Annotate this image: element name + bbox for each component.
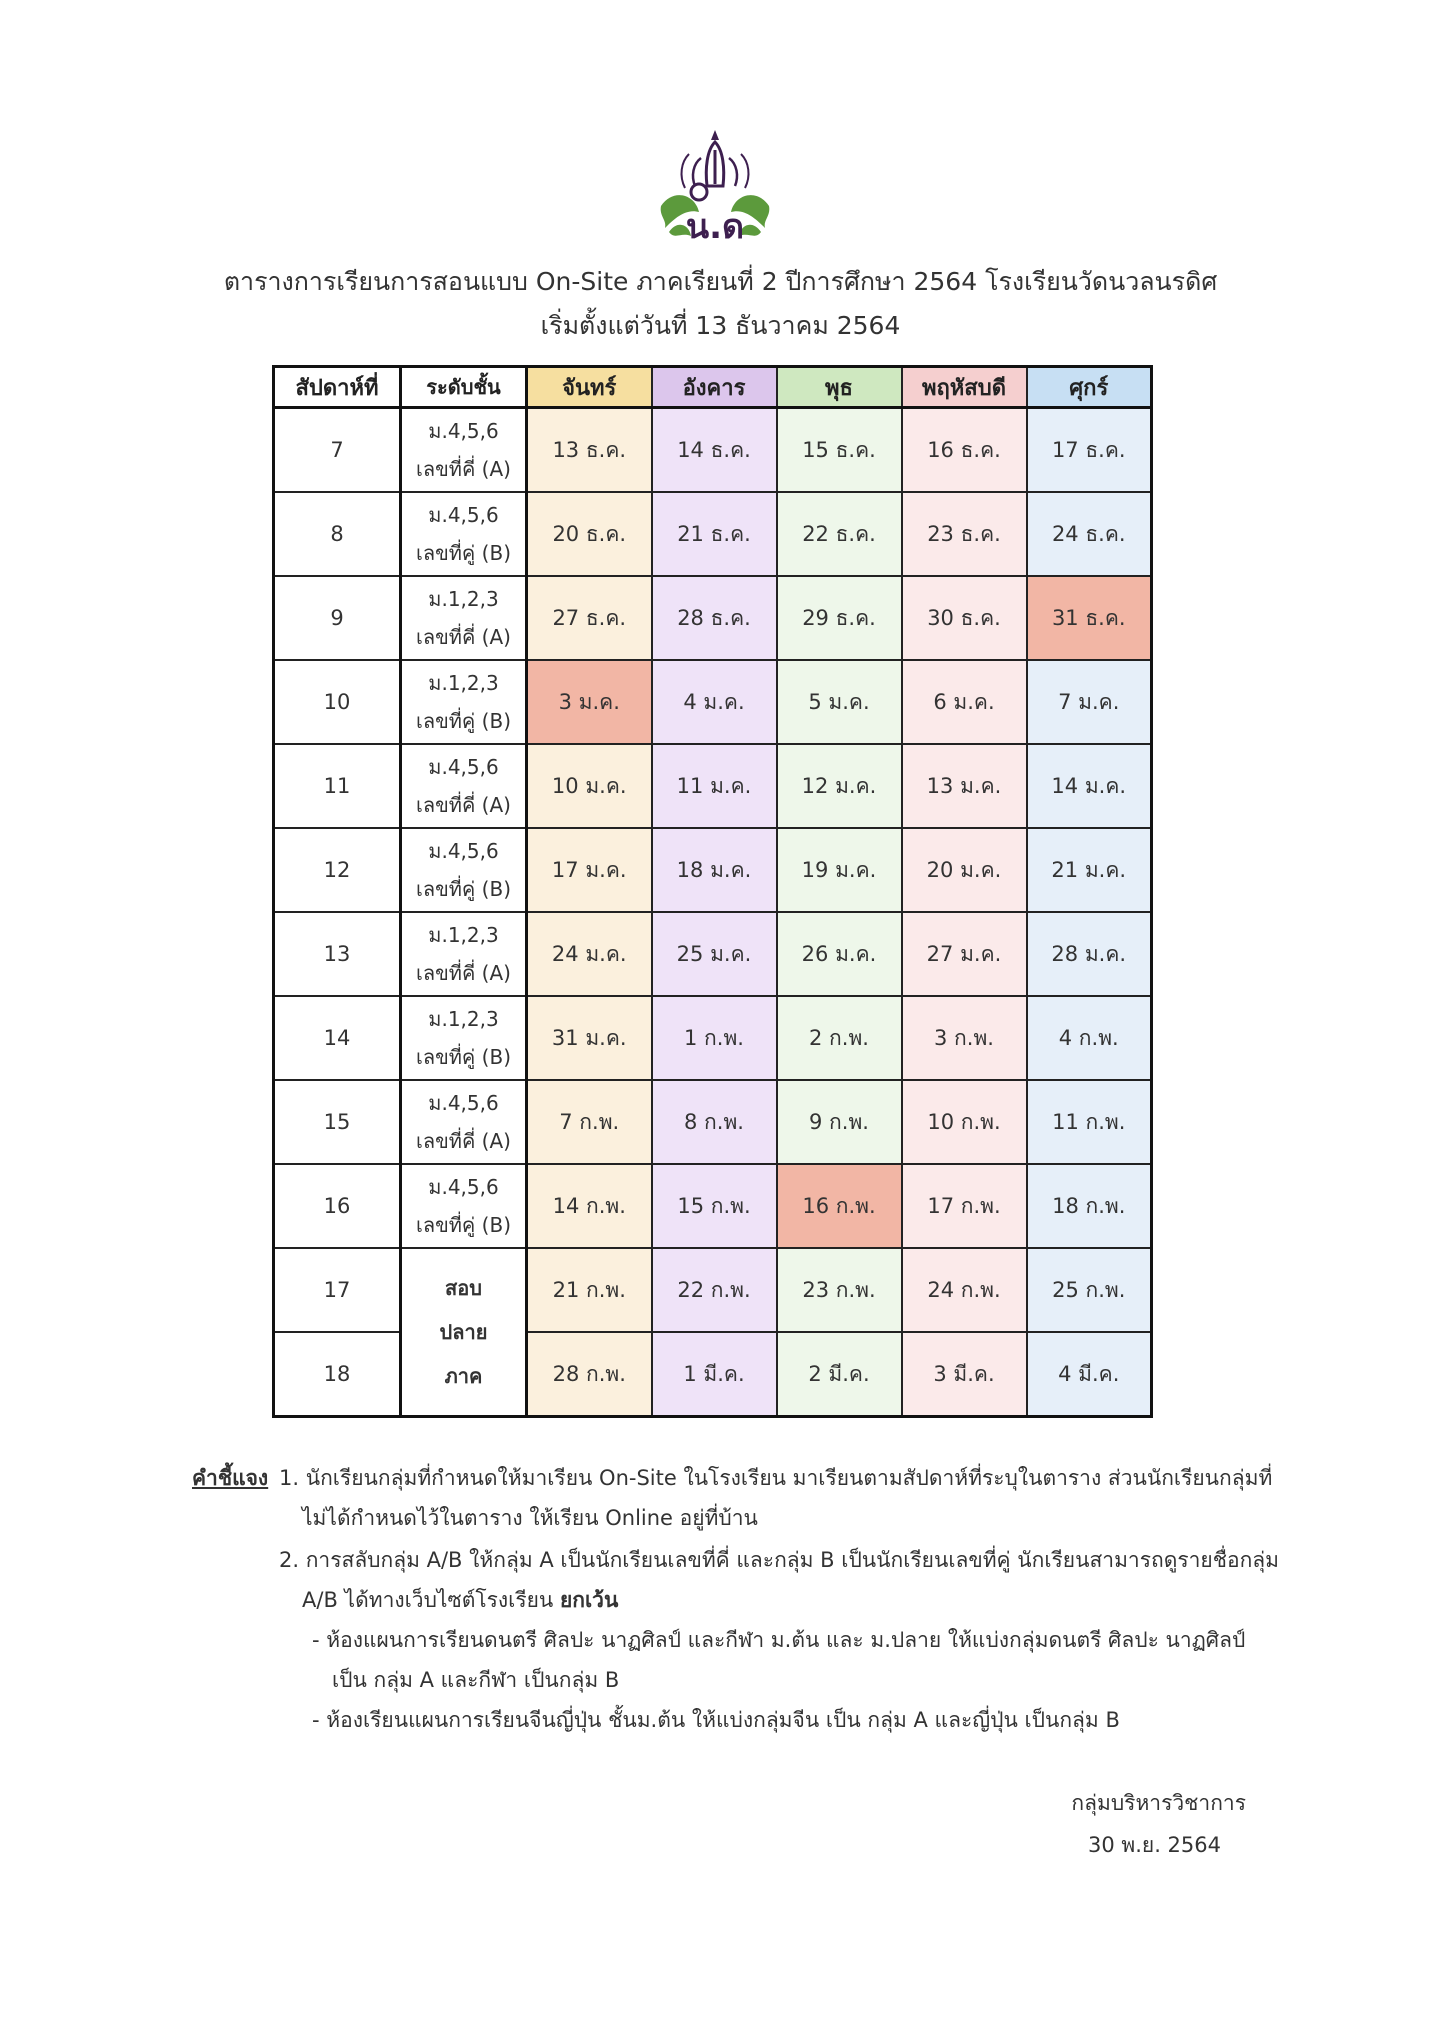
logo-text: น.ด (685, 207, 745, 247)
date-cell: 24 ธ.ค. (1027, 492, 1152, 576)
date-cell: 24 ก.พ. (902, 1248, 1027, 1332)
date-cell: 25 ก.พ. (1027, 1248, 1152, 1332)
date-cell: 3 ก.พ. (902, 996, 1027, 1080)
date-cell: 21 ก.พ. (527, 1248, 652, 1332)
date-cell: 1 ก.พ. (652, 996, 777, 1080)
table-row (274, 492, 1152, 576)
level-grades: ม.4,5,6 (428, 839, 499, 863)
date-cell: 3 มี.ค. (902, 1332, 1027, 1417)
level-group: เลขที่คี่ (A) (416, 1129, 511, 1153)
final-exam-label: สอบปลาย ภาค (401, 1248, 527, 1417)
school-logo (655, 128, 775, 253)
level-group: เลขที่คู่ (B) (415, 877, 511, 901)
class-level (401, 1164, 527, 1248)
header-monday: จันทร์ (527, 367, 652, 408)
table-row (274, 1248, 1152, 1332)
table-row (274, 912, 1152, 996)
week-number: 17 (274, 1248, 401, 1332)
date-cell: 17 ธ.ค. (1027, 408, 1152, 493)
level-group: เลขที่คู่ (B) (415, 709, 511, 733)
note-sub-1-line-1: - ห้องแผนการเรียนดนตรี ศิลปะ นาฏศิลป์ และกีฬา ม.ต้น และ ม.ปลาย ให้แบ่งกลุ่มดนตรี ศิลปะ นาฏศิลป์ (312, 1628, 1246, 1652)
date-cell: 23 ก.พ. (777, 1248, 902, 1332)
week-number: 14 (274, 996, 401, 1080)
week-number: 10 (274, 660, 401, 744)
date-cell: 24 ม.ค. (527, 912, 652, 996)
date-cell: 27 ม.ค. (902, 912, 1027, 996)
date-cell: 12 ม.ค. (777, 744, 902, 828)
table-row (274, 996, 1152, 1080)
date-cell: 2 มี.ค. (777, 1332, 902, 1417)
table-row (274, 1164, 1152, 1248)
date-cell: 7 ม.ค. (1027, 660, 1152, 744)
date-cell: 28 ก.พ. (527, 1332, 652, 1417)
table-row (274, 660, 1152, 744)
date-cell: 28 ธ.ค. (652, 576, 777, 660)
date-cell: 29 ธ.ค. (777, 576, 902, 660)
week-number: 18 (274, 1332, 401, 1417)
date-cell: 28 ม.ค. (1027, 912, 1152, 996)
signature-block (1071, 1782, 1246, 1866)
note-except: ยกเว้น (559, 1588, 619, 1612)
week-number: 8 (274, 492, 401, 576)
date-cell: 18 ก.พ. (1027, 1164, 1152, 1248)
date-cell: 27 ธ.ค. (527, 576, 652, 660)
date-cell: 15 ก.พ. (652, 1164, 777, 1248)
date-cell: 16 ธ.ค. (902, 408, 1027, 493)
class-level (401, 744, 527, 828)
notes-section (192, 1458, 1332, 1740)
date-cell: 18 ม.ค. (652, 828, 777, 912)
date-cell: 26 ม.ค. (777, 912, 902, 996)
level-grades: ม.1,2,3 (428, 671, 499, 695)
table-row (274, 576, 1152, 660)
date-cell: 5 ม.ค. (777, 660, 902, 744)
table-row (274, 408, 1152, 493)
date-cell: 20 ม.ค. (902, 828, 1027, 912)
note-item-2-line-2 (302, 1580, 1332, 1620)
date-cell: 16 ก.พ. (777, 1164, 902, 1248)
week-number: 16 (274, 1164, 401, 1248)
date-cell: 14 ธ.ค. (652, 408, 777, 493)
class-level (401, 1080, 527, 1164)
date-cell: 31 ธ.ค. (1027, 576, 1152, 660)
level-group: เลขที่คี่ (A) (416, 961, 511, 985)
date-cell: 31 ม.ค. (527, 996, 652, 1080)
date-cell: 15 ธ.ค. (777, 408, 902, 493)
date-cell: 7 ก.พ. (527, 1080, 652, 1164)
note-sub-2-line-1: - ห้องเรียนแผนการเรียนจีนญี่ปุ่น ชั้นม.ต้น ให้แบ่งกลุ่มจีน เป็น กลุ่ม A และญี่ปุ่น เป็นกลุ่ม B (312, 1708, 1120, 1732)
week-number: 9 (274, 576, 401, 660)
level-grades: ม.4,5,6 (428, 1091, 499, 1115)
header-thursday: พฤหัสบดี (902, 367, 1027, 408)
date-cell: 21 ม.ค. (1027, 828, 1152, 912)
date-cell: 22 ธ.ค. (777, 492, 902, 576)
schedule-table (272, 365, 1153, 1418)
date-cell: 4 มี.ค. (1027, 1332, 1152, 1417)
class-level (401, 492, 527, 576)
signature-date: 30 พ.ย. 2564 (1087, 1833, 1221, 1857)
page-title: ตารางการเรียนการสอนแบบ On-Site ภาคเรียนที่ 2 ปีการศึกษา 2564 โรงเรียนวัดนวลนรดิศ (223, 267, 1218, 296)
class-level (401, 408, 527, 493)
date-cell: 14 ก.พ. (527, 1164, 652, 1248)
date-cell: 23 ธ.ค. (902, 492, 1027, 576)
week-number: 11 (274, 744, 401, 828)
level-grades: ม.4,5,6 (428, 419, 499, 443)
header-friday: ศุกร์ (1027, 367, 1152, 408)
week-number: 7 (274, 408, 401, 493)
date-cell: 9 ก.พ. (777, 1080, 902, 1164)
date-cell: 3 ม.ค. (527, 660, 652, 744)
date-cell: 30 ธ.ค. (902, 576, 1027, 660)
level-group: เลขที่คู่ (B) (415, 1045, 511, 1069)
table-row (274, 1080, 1152, 1164)
class-level (401, 996, 527, 1080)
date-cell: 17 ก.พ. (902, 1164, 1027, 1248)
logo-crown-icon (682, 130, 749, 200)
table-row (274, 744, 1152, 828)
table-header-row (274, 367, 1152, 408)
header-level: ระดับชั้น (401, 367, 527, 408)
note-item-2-line-1: 2. การสลับกลุ่ม A/B ให้กลุ่ม A เป็นนักเรียนเลขที่คี่ และกลุ่ม B เป็นนักเรียนเลขที่คู่ นักเรียนสามารถดูรายชื่อกลุ่ม (279, 1548, 1280, 1572)
level-grades: ม.1,2,3 (428, 923, 499, 947)
level-grades: ม.1,2,3 (428, 1007, 499, 1031)
note-sub-1-line-2: เป็น กลุ่ม A และกีฬา เป็นกลุ่ม B (332, 1668, 620, 1692)
schedule-body (274, 408, 1152, 1417)
date-cell: 13 ม.ค. (902, 744, 1027, 828)
date-cell: 21 ธ.ค. (652, 492, 777, 576)
date-cell: 19 ม.ค. (777, 828, 902, 912)
date-cell: 2 ก.พ. (777, 996, 902, 1080)
date-cell: 4 ก.พ. (1027, 996, 1152, 1080)
week-number: 12 (274, 828, 401, 912)
date-cell: 10 ก.พ. (902, 1080, 1027, 1164)
date-cell: 4 ม.ค. (652, 660, 777, 744)
level-group: เลขที่คี่ (A) (416, 457, 511, 481)
week-number: 15 (274, 1080, 401, 1164)
date-cell: 25 ม.ค. (652, 912, 777, 996)
date-cell: 6 ม.ค. (902, 660, 1027, 744)
class-level (401, 576, 527, 660)
header-tuesday: อังคาร (652, 367, 777, 408)
level-grades: ม.4,5,6 (428, 1175, 499, 1199)
level-grades: ม.1,2,3 (428, 587, 499, 611)
date-cell: 20 ธ.ค. (527, 492, 652, 576)
date-cell: 11 ก.พ. (1027, 1080, 1152, 1164)
date-cell: 11 ม.ค. (652, 744, 777, 828)
date-cell: 17 ม.ค. (527, 828, 652, 912)
level-group: เลขที่คู่ (B) (415, 541, 511, 565)
class-level (401, 828, 527, 912)
date-cell: 14 ม.ค. (1027, 744, 1152, 828)
date-cell: 22 ก.พ. (652, 1248, 777, 1332)
class-level (401, 912, 527, 996)
level-grades: ม.4,5,6 (428, 503, 499, 527)
level-group: เลขที่คี่ (A) (416, 625, 511, 649)
date-cell: 10 ม.ค. (527, 744, 652, 828)
date-cell: 8 ก.พ. (652, 1080, 777, 1164)
table-row (274, 828, 1152, 912)
notes-label: คำชี้แจง (192, 1466, 269, 1490)
level-group: เลขที่คี่ (A) (416, 793, 511, 817)
header-week: สัปดาห์ที่ (274, 367, 401, 408)
date-cell: 1 มี.ค. (652, 1332, 777, 1417)
note-item-1-line-1: 1. นักเรียนกลุ่มที่กำหนดให้มาเรียน On-Site ในโรงเรียน มาเรียนตามสัปดาห์ที่ระบุในตาราง ส่วนนักเรียนกลุ่มที่ (279, 1466, 1273, 1490)
note-item-2-text: A/B ได้ทางเว็บไซต์โรงเรียน (302, 1588, 554, 1612)
class-level (401, 660, 527, 744)
level-grades: ม.4,5,6 (428, 755, 499, 779)
note-item-1-line-2: ไม่ได้กำหนดไว้ในตาราง ให้เรียน Online อยู่ที่บ้าน (302, 1506, 758, 1530)
page-subtitle: เริ่มตั้งแต่วันที่ 13 ธันวาคม 2564 (540, 311, 901, 340)
signature-dept: กลุ่มบริหารวิชาการ (1071, 1791, 1246, 1815)
date-cell: 13 ธ.ค. (527, 408, 652, 493)
week-number: 13 (274, 912, 401, 996)
header-wednesday: พุธ (777, 367, 902, 408)
level-group: เลขที่คู่ (B) (415, 1213, 511, 1237)
